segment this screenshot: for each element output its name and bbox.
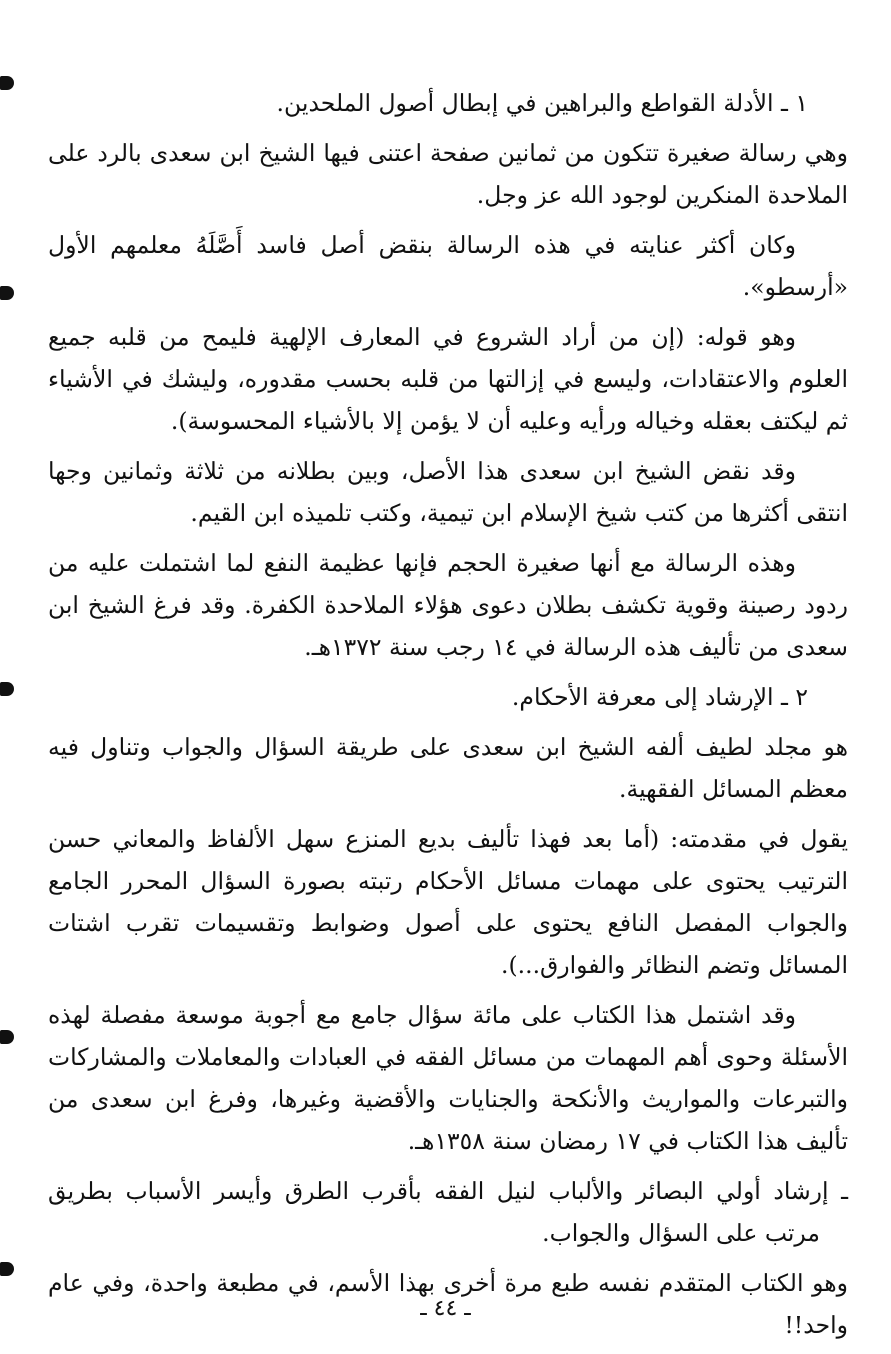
page-number: ـ ٤٤ ـ [420,1296,471,1321]
paragraph: وهو قوله: (إن من أراد الشروع في المعارف الإلهية فليمح من قلبه جميع العلوم والاعتقادات، وليسع في إزالتها من قلبه بحسب مقدوره، وليشك في الأشياء ثم ليكتف بعقله وخياله ورأيه وعليه أن لا يؤمن إلا بالأشياء المحسوسة). [48,323,848,435]
section-heading-2: ٢ ـ الإرشاد إلى معرفة الأحكام. [511,683,808,711]
paragraph: هو مجلد لطيف ألفه الشيخ ابن سعدى على طريقة السؤال والجواب وتناول فيه معظم المسائل الفقهية. [48,733,848,803]
paragraph: وهذه الرسالة مع أنها صغيرة الحجم فإنها عظيمة النفع لما اشتملت عليه من ردود رصينة وقوية تكشف بطلان دعوى هؤلاء الملاحدة الكفرة. وقد فرغ الشيخ ابن سعدى من تأليف هذه الرسالة في ١٤ رجب سنة ١٣٧٢هـ. [48,549,848,661]
paragraph: وهو الكتاب المتقدم نفسه طبع مرة أخرى بهذا الأسم، في مطبعة واحدة، وفي عام واحد!! [48,1269,848,1339]
binder-mark [0,1030,14,1044]
document-body [48,82,848,1354]
paragraph: وهي رسالة صغيرة تتكون من ثمانين صفحة اعتنى فيها الشيخ ابن سعدى بالرد على الملاحدة المنكرين لوجود الله عز وجل. [48,139,848,209]
binder-mark [0,286,14,300]
binder-mark [0,1262,14,1276]
list-item: ـ إرشاد أولي البصائر والألباب لنيل الفقه بأقرب الطرق وأيسر الأسباب بطريق مرتب على السؤال والجواب. [48,1177,848,1247]
binder-mark [0,682,14,696]
paragraph: وكان أكثر عنايته في هذه الرسالة بنقض أصل فاسد أَصَّلَهُ معلمهم الأول «أرسطو». [48,231,848,301]
binder-mark [0,76,14,90]
paragraph: وقد اشتمل هذا الكتاب على مائة سؤال جامع مع أجوبة موسعة مفصلة لهذه الأسئلة وحوى أهم المهمات من مسائل الفقه في العبادات والمعاملات والمشاركات والتبرعات والمواريث والأنكحة والجنايات والأقضية وغيرها، وفرغ ابن سعدى من تأليف هذا الكتاب في ١٧ رمضان سنة ١٣٥٨هـ. [48,1001,848,1155]
paragraph: وقد نقض الشيخ ابن سعدى هذا الأصل، وبين بطلانه من ثلاثة وثمانين وجها انتقى أكثرها من كتب شيخ الإسلام ابن تيمية، وكتب تلميذه ابن القيم. [48,457,848,527]
paragraph: يقول في مقدمته: (أما بعد فهذا تأليف بديع المنزع سهل الألفاظ والمعاني حسن الترتيب يحتوى على مهمات مسائل الأحكام رتبته بصورة السؤال المحرر الجامع والجواب المفصل النافع يحتوى على أصول وضوابط وتقسيمات تقرب اشتات المسائل وتضم النظائر والفوارق...). [48,825,848,979]
section-heading-1: ١ ـ الأدلة القواطع والبراهين في إبطال أصول الملحدين. [276,89,808,117]
